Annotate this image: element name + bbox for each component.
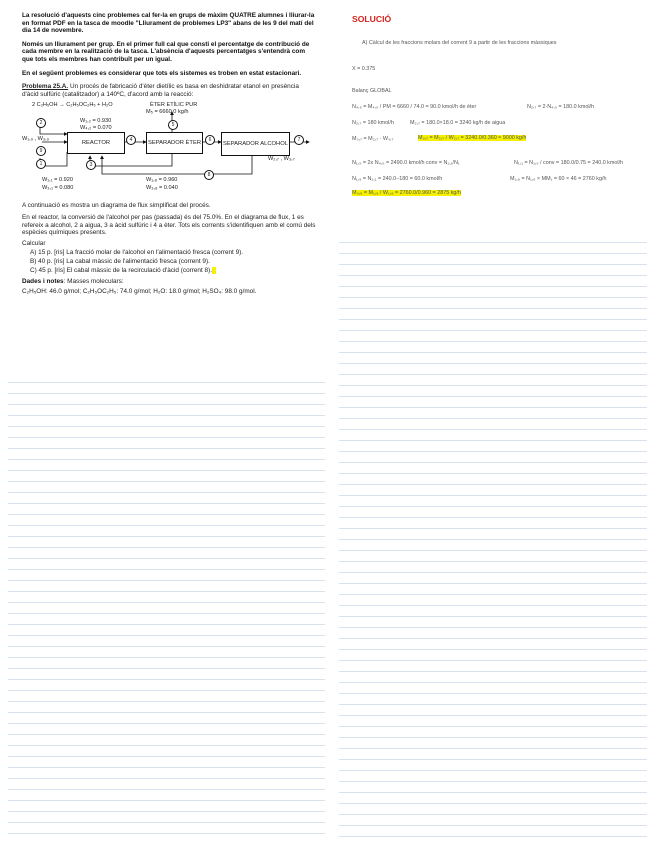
stream-number-7: 7 [294, 135, 304, 145]
feed-label: W₁,₉ , W₃,₉ [22, 136, 49, 143]
stream1-w1: W₁,₁ = 0.920 [42, 177, 73, 184]
solution-line-3b-highlight: M₃,₇ = M₂,₇ / W₂,₇ = 3240.0/0.360 ≈ 9000 kg/h [418, 135, 527, 141]
question-c [30, 267, 316, 275]
stream8-w1: W₁,₈ = 0.960 [146, 177, 178, 184]
stream-number-4: 4 [126, 135, 136, 145]
notes-line: Dades i notes: Masses moleculars: [22, 278, 124, 286]
intro-paragraph-2: Només un lliurament per grup. En el primer full cal que consti el percentatge de contribució de cada membre en la realització de la tasca. L'absència d'aquests percentatges s'entendrà com que tots els membres han contribuït per un igual. [22, 40, 310, 63]
stream-number-8: 8 [204, 170, 214, 180]
stream-number-5: 5 [168, 120, 178, 130]
reaction-equation: 2 C₂H₅OH → C₂H₅OC₂H₅ + H₂O [32, 102, 113, 109]
solution-line-4a: N₁,₅ = 2x N₄,₅ = 2490.0 kmol/h conv = N₁,₁/N₁ [352, 160, 460, 166]
question-c-text: C) 45 p. [ris] El cabal màssic de la recirculació d'àcid (corrent 8). [30, 266, 212, 274]
stream2-w4: W₄,₂ = 0.070 [80, 125, 112, 132]
separator-ether-box: SEPARADOR ÈTER [146, 132, 203, 154]
stream-number-2: 2 [36, 118, 46, 128]
notes-title: Dades i notes [22, 278, 64, 286]
ether-product-label: ÈTER ETÍLIC PUR [150, 102, 198, 109]
solution-line-6-highlight: M₃,₉ = M₁,₉ / W₁,₉ = 2760.0/0.960 = 2875 kg/h [352, 190, 461, 196]
intro-paragraph-1: La resolució d'aquests cinc problemes cal fer-la en grups de màxim QUATRE alumnes i lliurar-la en format PDF en la tasca de moodle "Lliurament de problemes LP3" abans de les 9 del matí del dia 14 de novembre. [22, 12, 315, 35]
stream-number-9: 9 [36, 146, 46, 156]
problem-text: Un procés de fabricació d'èter dietílic es basa en deshidratar etanol en presència d'àcid sulfúric (catalitzador) a 140ºC, d'acord amb la reacció: [22, 83, 299, 98]
question-a: A) 15 p. [ris] La fracció molar de l'alcohol en l'alimentació fresca (corrent 9). [30, 249, 244, 257]
separator-alcohol-box: SEPARADOR ALCOHOL [221, 132, 290, 156]
intro-paragraph-3: En el següent problemes es considerar que tots els sistemes es troben en estat estacionari. [22, 69, 302, 77]
solution-line-1a: N₄,₅ = M₄,₅ / PM = 6660 / 74.0 = 90.0 kmol/h de èter [352, 104, 477, 110]
stream-number-6: 6 [205, 135, 215, 145]
ruled-lines-right [339, 232, 647, 842]
global-balance-heading: Balanç GLOBAL [352, 88, 392, 94]
solution-line-5b: M₁,₉ = N₁,₉ × MM₁ = 60 × 46 = 2760 kg/h [510, 176, 607, 182]
stream8-w3: W₃,₈ = 0.040 [146, 185, 178, 192]
process-conditions: En el reactor, la conversió de l'alcohol per pas (passada) és del 75.0%. En el diagrama de flux, 1 es refereix a alcohol, 2 a aigua, 3 a àcid sulfúric i 4 a èter. Tots els corrents s'identifiquen amb el comú dels espècies químiques presents. [22, 213, 316, 237]
ether-flow-label: M₅ = 6660.0 kg/h [146, 109, 189, 116]
solution-x-value: X = 0.375 [352, 66, 376, 72]
problem-title: Problema 25.A. [22, 83, 69, 91]
reactor-box: REACTOR [67, 132, 125, 154]
molar-masses: C₂H₅OH: 46.0 g/mol; C₂H₅OC₂H₅: 74.0 g/mol; H₂O: 18.0 g/mol; H₂SO₄: 98.0 g/mol. [22, 287, 257, 295]
notes-suffix: Masses moleculars: [67, 278, 124, 286]
diagram-caption: A continuació es mostra un diagrama de flux simplificat del procés. [22, 202, 211, 210]
stream2-w1: W₁,₂ = 0.930 [80, 118, 112, 125]
ruled-lines-left [8, 372, 325, 842]
question-b: B) 40 p. [ris] La cabal màssic de l'alimentació fresca (corrent 9). [30, 257, 210, 265]
stream7-label: W₂,₇ , W₃,₇ [268, 156, 295, 163]
solution-line-2b: M₂,₇ = 180.0×18.0 = 3240 kg/h de aigua [410, 120, 506, 126]
solution-line-1b: N₂,₇ = 2·N₄,₅ = 180.0 kmol/h [527, 104, 595, 110]
solution-line-4b: N₁,₁ = N₁,₅ / conv = 180.0/0.75 = 240.0 kmol/h [514, 160, 624, 166]
stream-number-1: 1 [36, 159, 46, 169]
calculate-heading: Calcular [22, 239, 46, 247]
stream-number-3: 3 [86, 160, 96, 170]
solution-title: SOLUCIÓ [352, 14, 392, 24]
solution-part-a: A) Càlcul de les fraccions molars del corrent 9 a partir de les fraccions màssiques [362, 40, 557, 46]
solution-column [352, 14, 647, 196]
solution-line-3a: M₃,₇ = M₂,₇ · W₃,₇ [352, 136, 394, 142]
problem-statement [22, 83, 316, 98]
question-list [30, 249, 316, 274]
flow-diagram [22, 100, 316, 196]
problem-column [22, 12, 316, 295]
solution-line-5a: N₁,₉ = N₁,₁ = 240.0−180 = 60.0 kmol/h [352, 176, 443, 182]
highlight-mark [212, 267, 216, 274]
solution-line-2a: N₂,₇ = 180 kmol/h [352, 120, 394, 126]
stream1-w3: W₃,₁ = 0.080 [42, 185, 74, 192]
